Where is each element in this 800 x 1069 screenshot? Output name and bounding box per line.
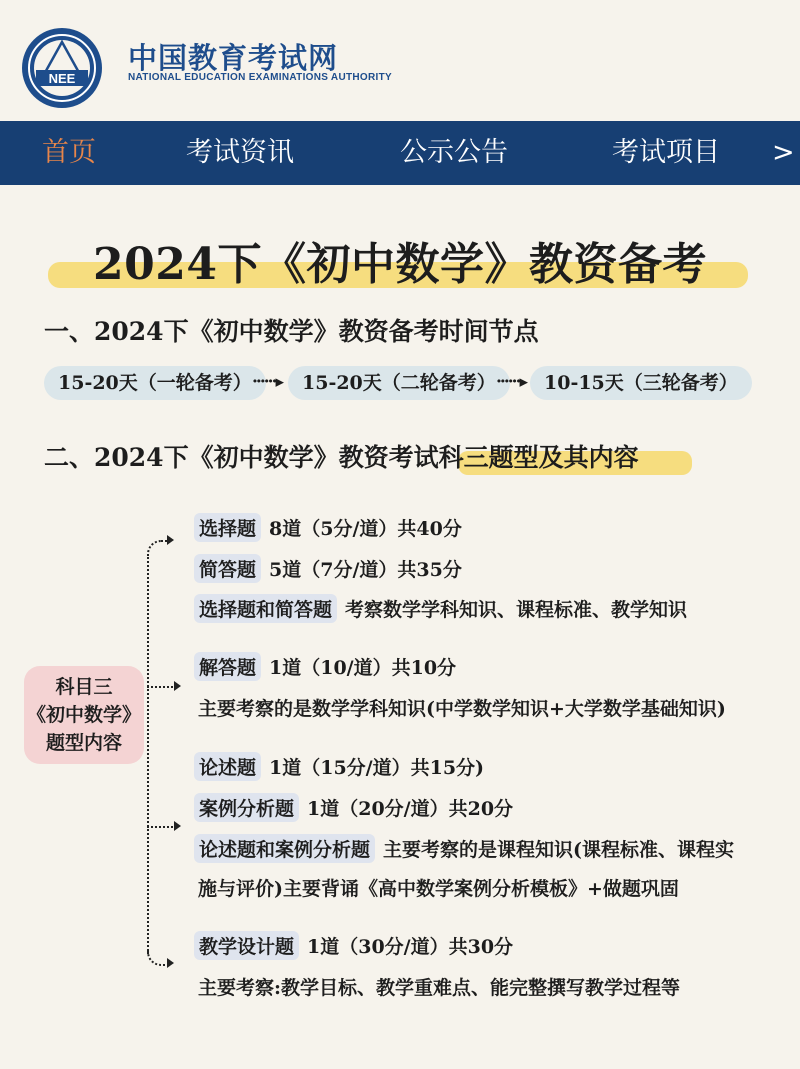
question-type-text: 1道（20分/道）共20分 [307, 798, 514, 820]
question-type-tag: 案例分析题 [194, 793, 299, 822]
question-type-tag: 教学设计题 [194, 931, 299, 960]
tree-branch-bottom [147, 950, 169, 966]
question-type-tag: 解答题 [194, 652, 261, 681]
subject-three-node [24, 666, 144, 764]
question-type-text: 考察数学学科知识、课程标准、教学知识 [345, 599, 688, 621]
node-line-1: 科目三 [55, 676, 113, 698]
nav-item-exam-news[interactable]: 考试资讯 [186, 137, 294, 168]
brand-name[interactable]: 中国教育考试网 [128, 41, 339, 75]
question-type-row [198, 874, 679, 901]
question-type-text: 1道（10/道）共10分 [269, 657, 457, 679]
arrow-head-icon [167, 958, 174, 968]
stage-pill-2: 15-20天（二轮备考） [288, 366, 510, 400]
question-type-row [198, 973, 680, 1000]
page-title: 2024下《初中数学》教资备考 [93, 239, 707, 290]
question-type-text: 主要考察的是课程知识(课程标准、课程实 [383, 839, 735, 861]
question-type-row [194, 513, 462, 542]
question-type-text: 8道（5分/道）共40分 [269, 518, 462, 540]
question-type-text: 1道（30分/道）共30分 [307, 936, 514, 958]
question-type-row [194, 834, 734, 863]
question-type-tag: 论述题和案例分析题 [194, 834, 375, 863]
question-type-tag: 选择题 [194, 513, 261, 542]
stage-connector-1: ······▸ [252, 372, 283, 392]
question-type-row [194, 752, 484, 781]
question-type-text: 主要考察:教学目标、教学重难点、能完整撰写教学过程等 [198, 977, 681, 999]
logo-text: NEE [48, 71, 76, 86]
arrow-head-icon [174, 681, 181, 691]
question-type-text: 施与评价)主要背诵《高中数学案例分析模板》+做题巩固 [198, 878, 679, 900]
question-type-row [198, 694, 726, 721]
stage-connector-2: ······▸ [496, 372, 527, 392]
question-type-row [194, 594, 687, 623]
stage-pill-1: 15-20天（一轮备考） [44, 366, 266, 400]
section2-heading: 二、2024下《初中数学》教资考试科三题型及其内容 [44, 443, 639, 472]
question-type-row [194, 554, 462, 583]
node-line-2: 《初中数学》 [26, 704, 141, 726]
node-line-3: 题型内容 [45, 732, 122, 754]
question-type-tag: 选择题和简答题 [194, 594, 337, 623]
question-type-text: 1道（15分/道）共15分) [269, 757, 485, 779]
stage-pill-3: 10-15天（三轮备考） [530, 366, 752, 400]
nav-item-announcements[interactable]: 公示公告 [400, 137, 508, 168]
nav-item-home[interactable]: 首页 [42, 137, 96, 168]
question-type-row [194, 793, 513, 822]
brand-name-english: NATIONAL EDUCATION EXAMINATIONS AUTHORITY [128, 72, 392, 83]
arrow-head-icon [174, 821, 181, 831]
site-header [0, 0, 800, 120]
nea-logo-icon[interactable] [20, 26, 104, 110]
tree-branch-3 [147, 826, 177, 828]
tree-trunk [147, 554, 149, 954]
question-type-tag: 简答题 [194, 554, 261, 583]
question-type-tag: 论述题 [194, 752, 261, 781]
nav-more-arrow-icon[interactable]: > [772, 137, 795, 168]
section1-heading: 一、2024下《初中数学》教资备考时间节点 [44, 317, 539, 346]
tree-branch-2 [147, 686, 177, 688]
main-nav [0, 121, 800, 185]
question-type-row [194, 652, 456, 681]
question-type-row [194, 931, 513, 960]
page-title-wrap [0, 228, 800, 292]
nav-item-exam-projects[interactable]: 考试项目 [612, 137, 720, 168]
question-type-text: 5道（7分/道）共35分 [269, 559, 462, 581]
tree-branch-top [147, 540, 169, 556]
arrow-head-icon [167, 535, 174, 545]
question-type-text: 主要考察的是数学学科知识(中学数学知识+大学数学基础知识) [198, 698, 726, 720]
